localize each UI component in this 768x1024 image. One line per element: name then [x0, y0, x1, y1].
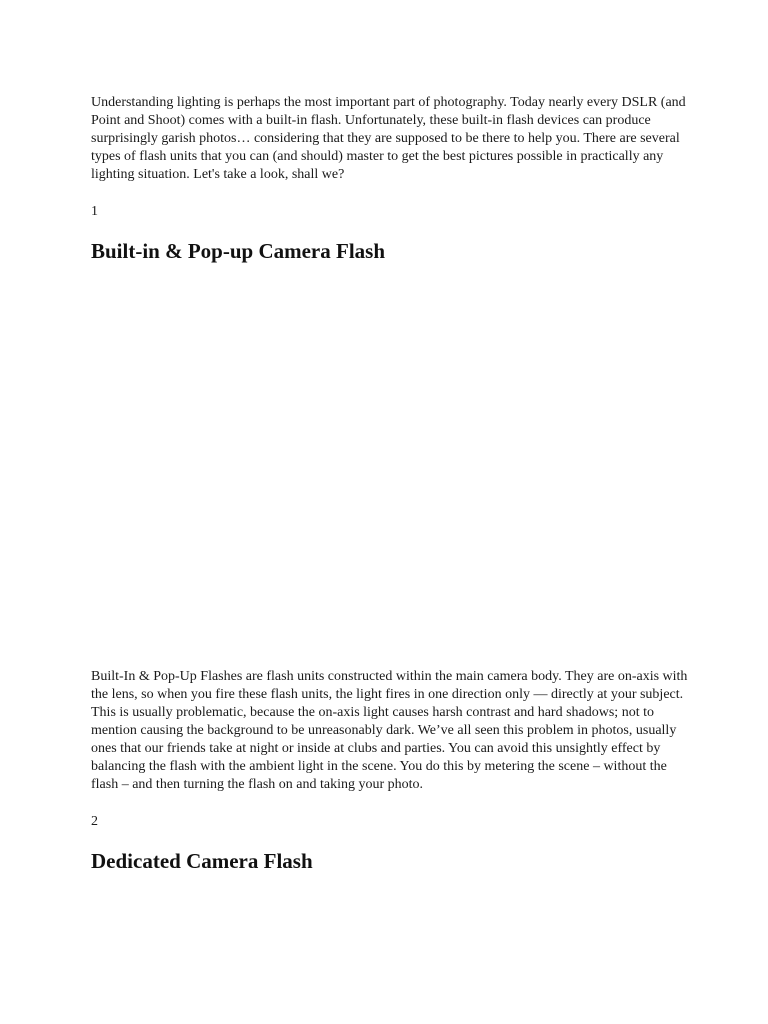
intro-paragraph: Understanding lighting is perhaps the most important part of photography. Today nearly every DSLR (and Point and Shoot) comes with a built-in flash. Unfortunately, these built-in flash devices can produce surprisingly garish photos… considering that they are supposed to be there to help you. There are several types of flash units that you can (and should) master to get the best pictures possible in practically any lighting situation. Let's take a look, shall we? — [91, 95, 686, 182]
image-placeholder — [91, 264, 691, 668]
section-body-paragraph: Built-In & Pop-Up Flashes are flash units constructed within the main camera body. They are on-axis with the lens, so when you fire these flash units, the light fires in one direction only — directly at your subject. This is usually problematic, because the on-axis light causes harsh contrast and hard shadows; not to mention causing the background to be unreasonably dark. We’ve all seen this problem in photos, usually ones that our friends take at night or inside at clubs and parties. You can avoid this unsightly effect by balancing the flash with the ambient light in the scene. You do this by metering the scene – without the flash – and then turning the flash on and taking your photo. — [91, 669, 688, 792]
section-number: 2 — [91, 814, 98, 829]
section-heading: Built-in & Pop-up Camera Flash — [91, 239, 386, 263]
section-number: 1 — [91, 204, 98, 219]
section-heading: Dedicated Camera Flash — [91, 849, 313, 873]
document-page — [91, 94, 691, 874]
